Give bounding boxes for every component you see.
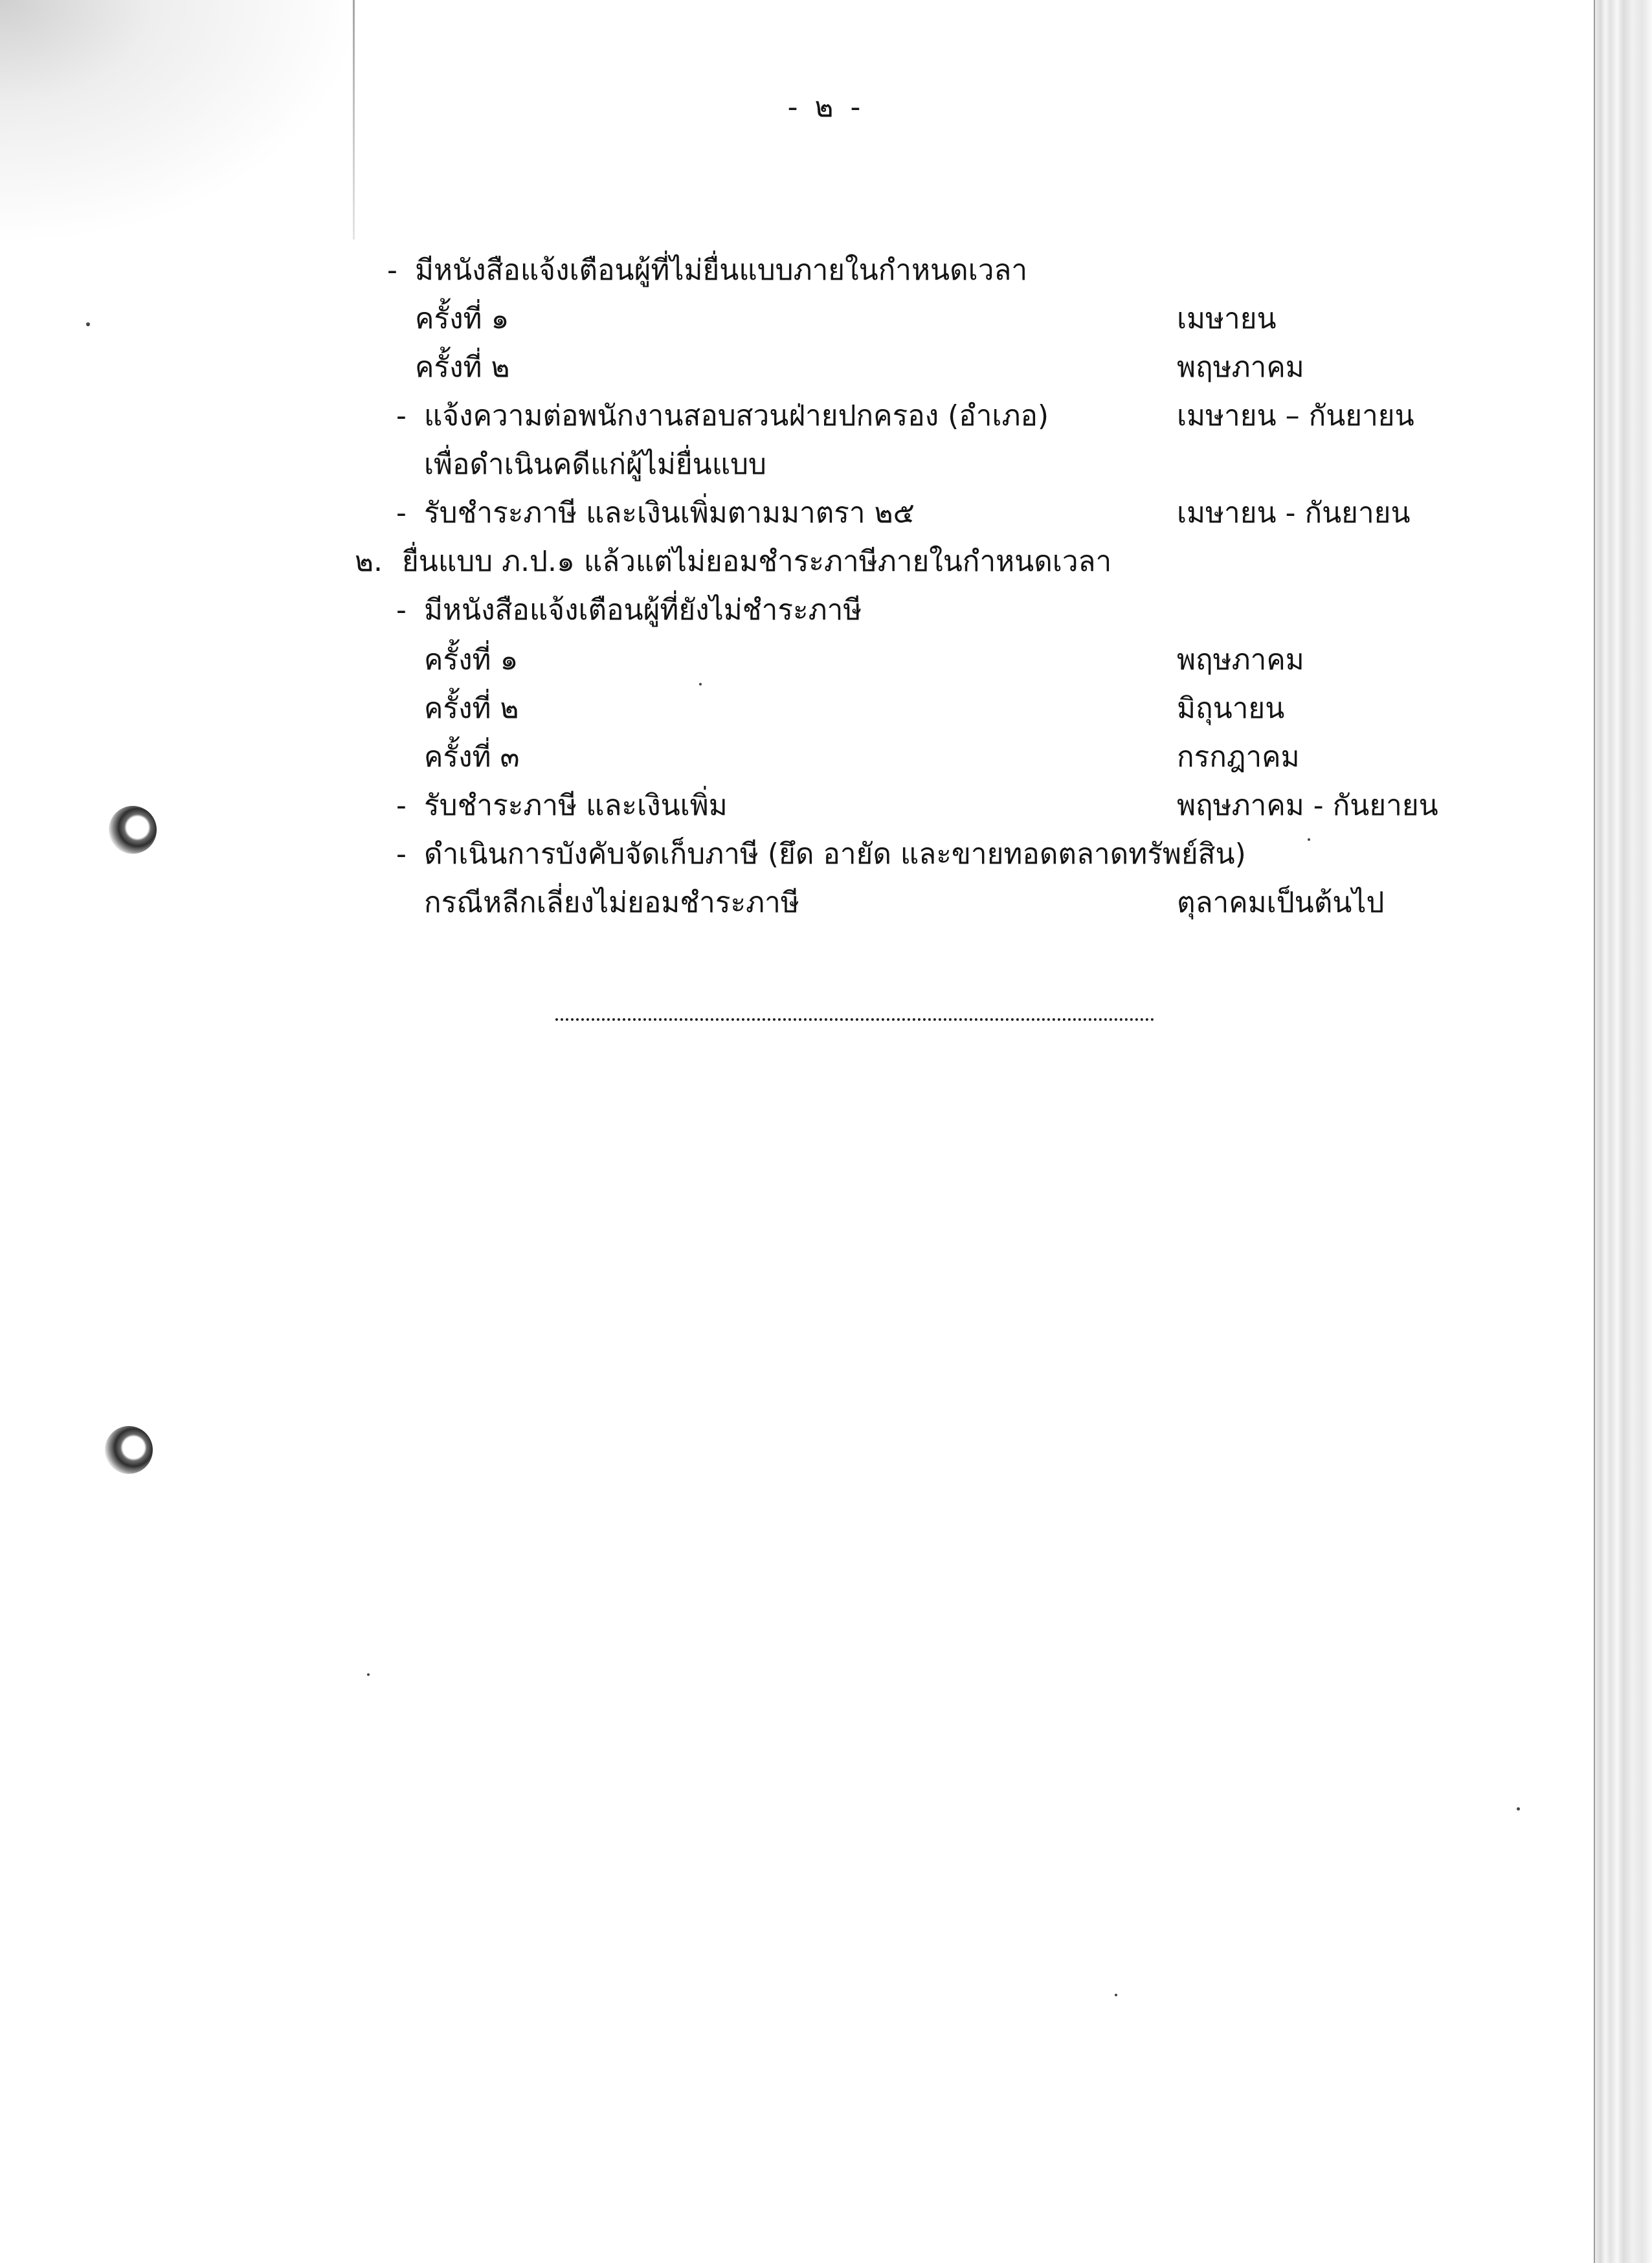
item-text: ดำเนินการบังคับจัดเก็บภาษี (ยึด อายัด และขายทอดตลาดทรัพย์สิน) xyxy=(424,838,1246,871)
list-item xyxy=(0,782,1652,830)
item-bullet: - xyxy=(396,789,407,822)
item-date: มิถุนายน xyxy=(1177,692,1285,725)
dotted-end-rule xyxy=(555,1018,1154,1021)
item-text: ครั้งที่ ๑ xyxy=(415,302,509,335)
list-item xyxy=(0,295,1652,343)
list-item xyxy=(0,489,1652,537)
list-item xyxy=(0,586,1652,634)
item-bullet: - xyxy=(387,254,397,287)
item-text: ครั้งที่ ๒ xyxy=(424,692,519,725)
item-date: พฤษภาคม xyxy=(1177,643,1304,676)
list-item xyxy=(0,685,1652,733)
item-bullet: - xyxy=(396,594,407,627)
item-text: ครั้งที่ ๒ xyxy=(415,351,510,384)
item-date: กรกฎาคม xyxy=(1177,741,1300,774)
item-text: มีหนังสือแจ้งเตือนผู้ที่ไม่ยื่นแบบภายในกำหนดเวลา xyxy=(415,254,1028,287)
list-item xyxy=(0,344,1652,392)
list-item xyxy=(0,392,1652,440)
list-item xyxy=(0,733,1652,781)
item-date: เมษายน - กันยายน xyxy=(1177,496,1411,530)
item-text: รับชำระภาษี และเงินเพิ่มตามมาตรา ๒๕ xyxy=(424,496,915,530)
scan-speck xyxy=(367,1673,370,1676)
list-item xyxy=(0,636,1652,684)
item-bullet: - xyxy=(396,496,407,530)
list-item xyxy=(0,831,1652,878)
item-date: เมษายน – กันยายน xyxy=(1177,399,1414,432)
item-bullet: - xyxy=(396,399,407,432)
page-number: - ๒ - xyxy=(787,91,865,124)
item-date: ตุลาคมเป็นต้นไป xyxy=(1177,886,1385,919)
item-text: ครั้งที่ ๓ xyxy=(424,741,520,774)
scan-speck xyxy=(1115,1994,1117,1996)
scan-speck xyxy=(1517,1807,1520,1811)
item-date: พฤษภาคม xyxy=(1177,351,1304,384)
item-text: กรณีหลีกเลี่ยงไม่ยอมชำระภาษี xyxy=(424,886,799,919)
list-item xyxy=(0,247,1652,295)
item-date: พฤษภาคม - กันยายน xyxy=(1177,789,1438,822)
list-item xyxy=(0,538,1652,586)
item-number: ๒. xyxy=(355,545,383,578)
item-text: ครั้งที่ ๑ xyxy=(424,643,519,676)
item-text: ยื่นแบบ ภ.ป.๑ แล้วแต่ไม่ยอมชำระภาษีภายในกำหนดเวลา xyxy=(402,545,1112,578)
punch-hole-icon xyxy=(105,1426,153,1474)
item-text: รับชำระภาษี และเงินเพิ่ม xyxy=(424,789,728,822)
item-date: เมษายน xyxy=(1177,302,1277,335)
item-text: แจ้งความต่อพนักงานสอบสวนฝ่ายปกครอง (อำเภอ) xyxy=(424,399,1049,432)
list-item xyxy=(0,441,1652,489)
item-bullet: - xyxy=(396,838,407,871)
item-text: มีหนังสือแจ้งเตือนผู้ที่ยังไม่ชำระภาษี xyxy=(424,594,862,627)
list-item xyxy=(0,879,1652,927)
item-text: เพื่อดำเนินคดีแก่ผู้ไม่ยื่นแบบ xyxy=(424,448,766,481)
